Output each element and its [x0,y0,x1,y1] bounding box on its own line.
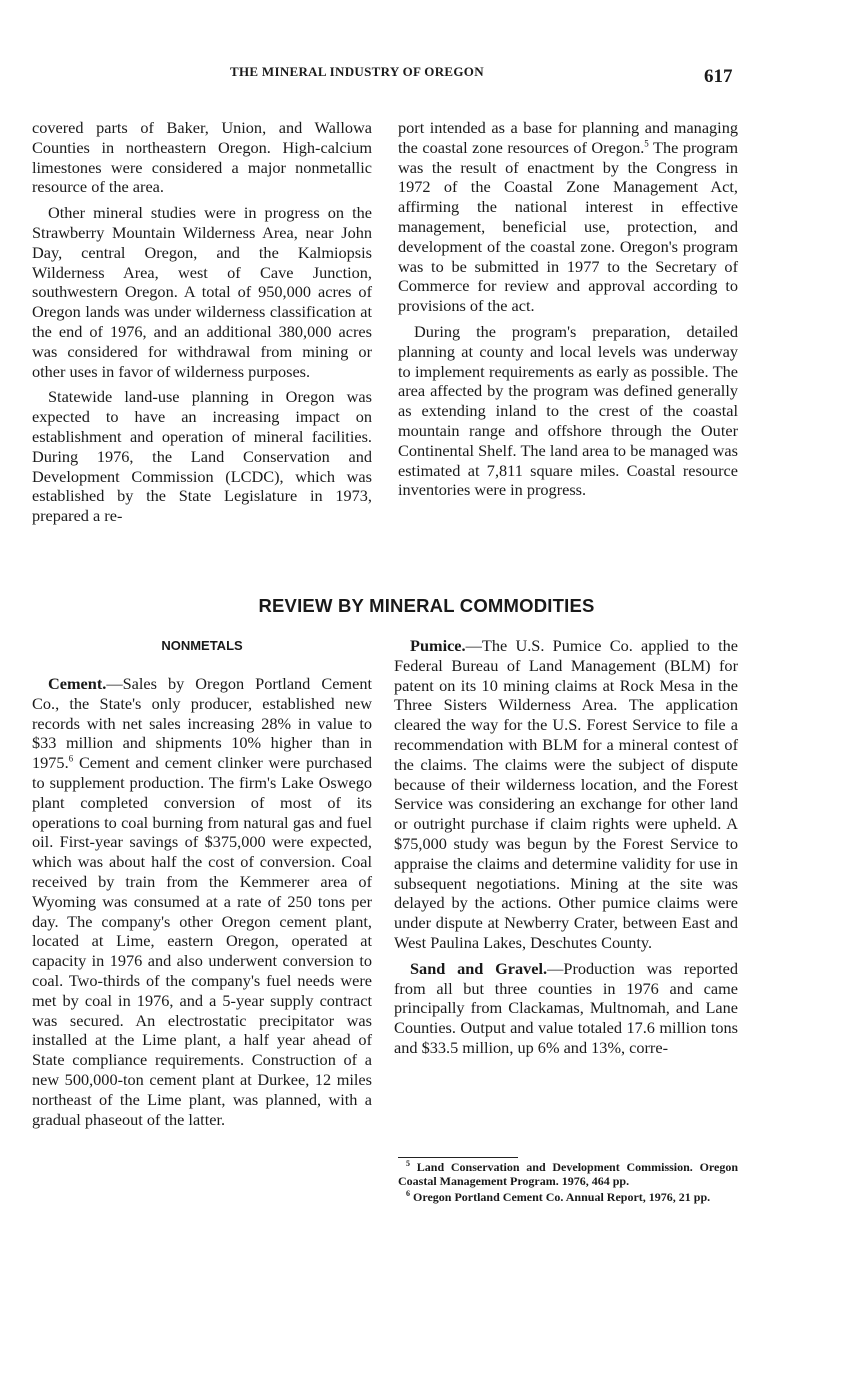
paragraph-sand-gravel [394,959,738,1058]
column-top-right [398,118,738,500]
column-bottom-right [394,636,738,1058]
footnote-number: 5 [406,1159,410,1168]
subsection-heading: NONMETALS [161,638,243,653]
text-run: port intended as a base for planning and managing the coastal zone resources of Oregon. [398,118,738,157]
paragraph-lead: Sand and Gravel. [410,958,548,978]
paragraph-pumice [394,636,738,953]
paragraph [398,118,738,316]
footnote [398,1191,738,1205]
footnote-text: Land Conservation and Development Commission. Oregon Coastal Management Program. 1976, 464 pp. [398,1160,739,1188]
footnote-number: 6 [406,1189,410,1198]
footnotes [398,1161,738,1208]
page-number: 617 [704,66,733,87]
text-run: —Production was reported from all but three counties in 1976 and came principally from Clackamas, Multnomah, and Lane Counties. Output and value totaled 17.6 million tons and $33.5 million, up 6% and 13%, corre- [394,958,738,1057]
paragraph: During the program's preparation, detailed planning at county and local levels was underway to implement requirements as early as possible. The area affected by the program was defined generally as extending inland to the crest of the coastal mountain range and offshore through the Outer Continental Shelf. The land area to be managed was estimated at 7,811 square miles. Coastal resource inventories were in progress. [398,321,738,500]
column-bottom-left [32,674,372,1129]
section-title: REVIEW BY MINERAL COMMODITIES [258,595,595,616]
footnote-divider [398,1157,518,1158]
text-run: Cement and cement clinker were purchased to supplement production. The firm's Lake Oswego plant completed conversion of most of its operations to coal burning from natural gas and fuel oil. First-year savings of $375,000 were expected, which was about half the cost of conversion. Coal received by train from the Kemmerer area of Wyoming was consumed at a rate of 250 tons per day. The company's other Oregon cement plant, located at Lime, eastern Oregon, operated at capacity in 1976 and also underwent conversion to coal. Two-thirds of the company's fuel needs were met by coal in 1976, and a 5-year supply contract was secured. An electrostatic precipitator was installed at the Lime plant, a half year ahead of State compliance requirements. Construction of a new 500,000-ton cement plant at Durkee, 12 miles northeast of the Lime plant, was planned, with a gradual phaseout of the latter. [32,753,372,1129]
paragraph: Other mineral studies were in progress on the Strawberry Mountain Wilderness Area, near John Day, central Oregon, and the Kalmiopsis Wilderness Area, west of Cave Junction, southwestern Oregon. A total of 950,000 acres of Oregon lands was under wilderness classification at the end of 1976, and an additional 380,000 acres was considered for withdrawal from mining or other uses in favor of wilderness purposes. [32,203,372,381]
paragraph-lead: Cement. [48,674,107,693]
text-run: —Sales by Oregon Portland Cement Co., the State's only producer, established new records with net sales increasing 28% in value to $33 million and shipments 10% higher than in 1975. [32,674,372,773]
paragraph-lead: Pumice. [410,636,466,655]
paragraph-cement [32,674,372,1129]
paragraph: Statewide land-use planning in Oregon was expected to have an increasing impact on establishment and operation of mineral facilities. During 1976, the Land Conservation and Development Commission (LCDC), which was established by the State Legislature in 1973, prepared a re- [32,387,372,526]
footnote-ref: 5 [644,138,649,149]
running-head: THE MINERAL INDUSTRY OF OREGON [230,64,484,79]
column-top-left [32,118,372,526]
footnote-text: Oregon Portland Cement Co. Annual Report, 1976, 21 pp. [413,1190,711,1204]
text-run: The program was the result of enactment by the Congress in 1972 of the Coastal Zone Management Act, affirming the national interest in effective management, beneficial use, protection, and development of the coastal zone. Oregon's program was to be submitted in 1977 to the Secretary of Commerce for review and approval according to provisions of the act. [398,137,738,316]
paragraph: covered parts of Baker, Union, and Wallowa Counties in northeastern Oregon. High-calcium limestones were considered a major nonmetallic resource of the area. [32,118,372,197]
text-run: —The U.S. Pumice Co. applied to the Federal Bureau of Land Management (BLM) for patent on its 10 mining claims at Rock Mesa in the Three Sisters Wilderness Area. The application cleared the way for the U.S. Forest Service to file a recommendation with BLM for a mineral contest of the claims. The claims were the subject of dispute because of their wilderness location, and the Forest Service was considering an exchange for other land or outright purchase if claim rights were upheld. A $75,000 study was begun by the Forest Service to appraise the claims and determine validity for use in subsequent negotiations. Mining at the site was delayed by the actions. Other pumice claims were under dispute at Newberry Crater, between East and West Paulina Lakes, Deschutes County. [394,636,738,952]
footnote [398,1161,738,1188]
footnote-ref: 6 [68,753,74,764]
